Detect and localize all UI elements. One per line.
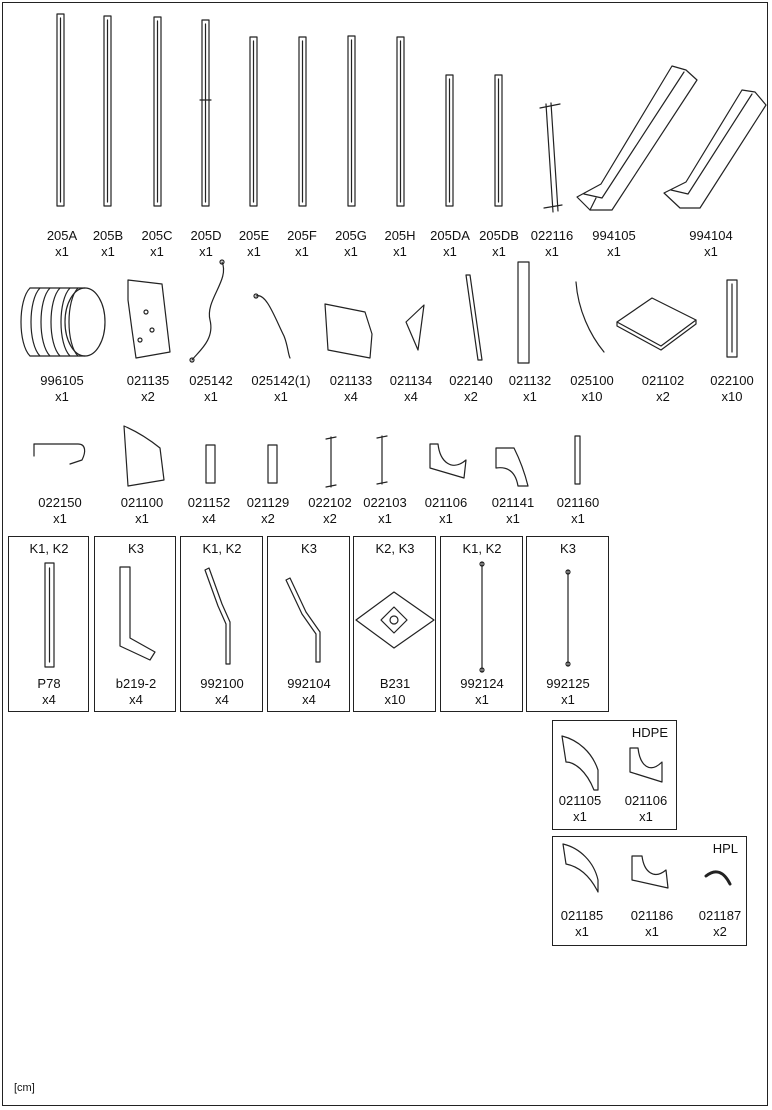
handle-022150-icon (34, 444, 85, 464)
label-021186: 021186 x1 (630, 908, 674, 939)
tube-996105-icon (21, 288, 105, 356)
bracket-021134-icon (406, 305, 424, 350)
bar-022103-icon (377, 436, 387, 484)
plate-021129-icon (268, 445, 277, 483)
post-205G-icon (348, 36, 355, 206)
label-205DB: 205DB x1 (479, 228, 519, 259)
label-022102: 022102 x2 (308, 495, 352, 526)
panel-021132-icon (518, 262, 529, 363)
label-205C: 205C x1 (141, 228, 173, 259)
rope-025142-1-icon (254, 294, 290, 358)
kit-label: b219-2 x4 (115, 676, 157, 707)
kit-header: K3 (560, 541, 576, 556)
unit-label: [cm] (14, 1082, 35, 1094)
label-021185: 021185 x1 (560, 908, 604, 939)
kit-label: P78 x4 (37, 676, 61, 707)
label-021106: 021106 x1 (424, 495, 468, 526)
platform-021102-icon (617, 298, 696, 350)
label-021106-hdpe: 021106 x1 (624, 793, 668, 824)
kit-box-992125 (526, 536, 609, 712)
post-205DA-icon (446, 75, 453, 206)
panel-021133-icon (325, 304, 372, 358)
kit-box-b219-2 (94, 536, 176, 712)
kit-box-992124 (440, 536, 523, 712)
plate-021152-icon (206, 445, 215, 483)
ladder-022116-icon (540, 103, 562, 212)
kit-header: K1, K2 (29, 541, 69, 556)
kit-header: K1, K2 (202, 541, 242, 556)
post-205DB-icon (495, 75, 502, 206)
label-022150: 022150 x1 (38, 495, 82, 526)
climbing-panel-021135-icon (128, 280, 170, 358)
hpl-title: HPL (712, 841, 738, 856)
label-021100: 021100 x1 (120, 495, 164, 526)
label-021102: 021102 x2 (641, 373, 685, 404)
kit-box-992104 (267, 536, 350, 712)
label-025142-1: 025142(1) x1 (251, 373, 311, 404)
label-205B: 205B x1 (92, 228, 124, 259)
post-205D-icon (200, 20, 211, 206)
label-022103: 022103 x1 (363, 495, 407, 526)
kit-label: 992104 x4 (287, 676, 331, 707)
kit-label: 992125 x1 (546, 676, 590, 707)
rope-025100-icon (576, 282, 604, 352)
label-022116: 022116 x1 (530, 228, 574, 259)
post-205H-icon (397, 37, 404, 206)
label-021187: 021187 x2 (698, 908, 742, 939)
label-994105: 994105 x1 (592, 228, 636, 259)
label-022100: 022100 x10 (710, 373, 754, 404)
post-205E-icon (250, 37, 257, 206)
kit-header: K3 (301, 541, 317, 556)
post-205F-icon (299, 37, 306, 206)
post-205B-icon (104, 16, 111, 206)
hpl-box (552, 836, 747, 946)
label-021133: 021133 x4 (329, 373, 373, 404)
kit-header: K1, K2 (462, 541, 502, 556)
post-022100-icon (727, 280, 737, 357)
label-205G: 205G x1 (335, 228, 367, 259)
hdpe-title: HDPE (631, 725, 668, 740)
label-025100: 025100 x10 (570, 373, 614, 404)
label-205DA: 205DA x1 (430, 228, 470, 259)
label-021105: 021105 x1 (558, 793, 602, 824)
label-996105: 996105 x1 (40, 373, 84, 404)
label-025142: 025142 x1 (189, 373, 233, 404)
hdpe-box (552, 720, 677, 830)
label-022140: 022140 x2 (449, 373, 493, 404)
label-205E: 205E x1 (238, 228, 270, 259)
label-021152: 021152 x4 (187, 495, 231, 526)
label-021135: 021135 x2 (126, 373, 170, 404)
panel-021100-icon (124, 426, 164, 486)
post-205C-icon (154, 17, 161, 206)
slide-994105-icon (577, 66, 697, 210)
kit-label: 992124 x1 (460, 676, 504, 707)
kit-label: 992100 x4 (200, 676, 244, 707)
label-021160: 021160 x1 (556, 495, 600, 526)
label-021129: 021129 x2 (246, 495, 290, 526)
label-994104: 994104 x1 (689, 228, 733, 259)
kit-box-P78 (8, 536, 89, 712)
label-205F: 205F x1 (287, 228, 317, 259)
kit-header: K3 (128, 541, 144, 556)
strip-021160-icon (575, 436, 580, 484)
arch-021141-icon (496, 448, 528, 486)
arch-021106-icon (430, 444, 466, 478)
label-205A: 205A x1 (46, 228, 78, 259)
label-021134: 021134 x4 (389, 373, 433, 404)
label-205H: 205H x1 (384, 228, 416, 259)
label-021141: 021141 x1 (491, 495, 535, 526)
label-021132: 021132 x1 (508, 373, 552, 404)
kit-label: B231 x10 (379, 676, 411, 707)
label-205D: 205D x1 (190, 228, 222, 259)
rail-022140-icon (466, 275, 482, 360)
kit-box-992100 (180, 536, 263, 712)
rope-025142-icon (190, 260, 224, 362)
kit-box-B231 (353, 536, 436, 712)
post-205A-icon (57, 14, 64, 206)
bar-022102-icon (326, 437, 336, 487)
kit-header: K2, K3 (375, 541, 415, 556)
